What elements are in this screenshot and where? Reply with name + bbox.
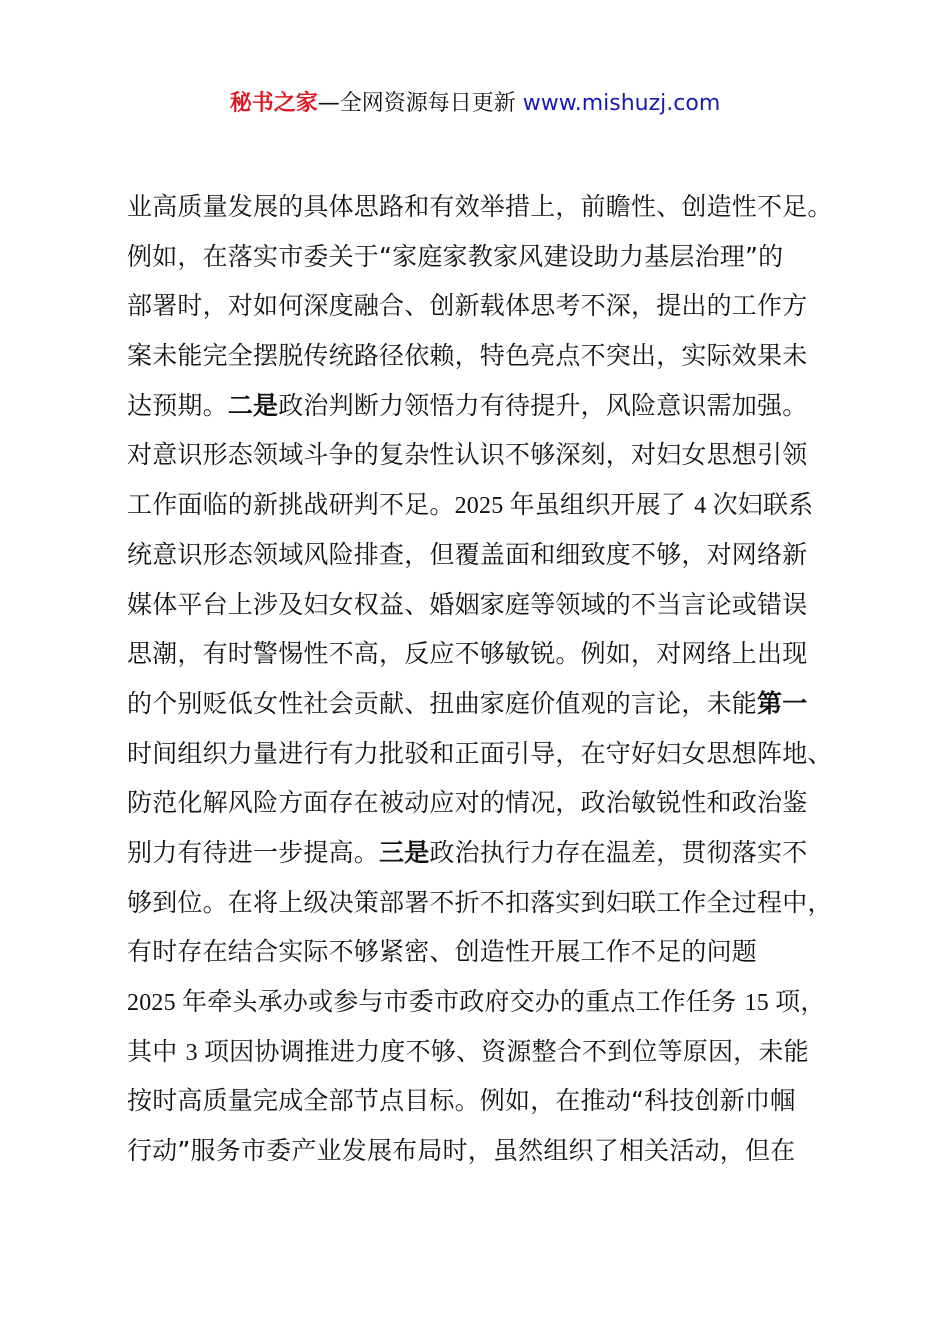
text-segment: 防范化解风险方面存在被动应对的情况，政治敏锐性和政治鉴 — [127, 788, 808, 818]
text-segment: 有时存在结合实际不够紧密、创造性开展工作不足的问题 — [127, 937, 758, 967]
text-segment: 部署时，对如何深度融合、创新载体思考不深，提出的工作方 — [127, 291, 808, 321]
text-segment: 媒体平台上涉及妇女权益、婚姻家庭等领域的不当言论或错误 — [127, 589, 808, 619]
text-line — [127, 778, 837, 828]
text-segment: 政治执行力存在温差，贯彻落实不 — [429, 837, 808, 867]
text-segment: 年牵头承办或参与市委市政府交办的重点工作任务 — [182, 987, 745, 1016]
text-line — [127, 182, 837, 232]
text-segment: 2025 — [127, 990, 182, 1016]
text-segment: 项， — [775, 987, 826, 1016]
text-segment: 次妇联系 — [712, 490, 814, 520]
text-segment: 4 — [694, 493, 713, 520]
text-line — [127, 430, 837, 480]
text-segment: 够到位。在将上级决策部署不折不扣落实到妇联工作全过程中， — [127, 887, 833, 917]
text-segment: 项因协调推进力度不够、资源整合不到位等原因，未能 — [203, 1036, 809, 1066]
text-line — [127, 1126, 837, 1176]
text-line — [127, 1027, 837, 1077]
text-segment: 3 — [185, 1039, 204, 1066]
site-url-link[interactable]: www.mishuzj.com — [522, 91, 721, 116]
text-line — [127, 331, 837, 381]
text-segment: 年虽组织开展了 — [509, 490, 695, 520]
emphasis-text: 二是 — [227, 390, 279, 420]
brand-name: 秘书之家 — [229, 91, 318, 116]
text-segment: 对意识形态领域斗争的复杂性认识不够深刻，对妇女思想引领 — [127, 440, 808, 470]
text-line — [127, 281, 837, 331]
text-segment: 其中 — [127, 1036, 186, 1066]
text-segment: 政治判断力领悟力有待提升，风险意识需加强。 — [278, 390, 808, 420]
text-line — [127, 232, 837, 282]
text-segment: 思潮，有时警惕性不高，反应不够敏锐。例如，对网络上出现 — [127, 639, 808, 669]
text-line — [127, 629, 837, 679]
text-segment: 达预期。 — [127, 390, 228, 420]
text-segment: 的个别贬低女性社会贡献、扭曲家庭价值观的言论，未能 — [127, 688, 758, 718]
text-line — [127, 1076, 837, 1126]
text-segment: 业高质量发展的具体思路和有效举措上，前瞻性、创造性不足。 — [127, 192, 833, 221]
text-segment: 统意识形态领域风险排查，但覆盖面和细致度不够，对网络新 — [127, 539, 808, 569]
text-segment: 2025 — [454, 493, 510, 520]
text-segment: 工作面临的新挑战研判不足。 — [127, 490, 455, 520]
text-segment: 行动”服务市委产业发展布局时，虽然组织了相关活动，但在 — [127, 1136, 796, 1166]
text-line — [127, 729, 837, 779]
header-tagline: —全网资源每日更新 — [317, 91, 523, 116]
text-segment: 案未能完全摆脱传统路径依赖，特色亮点不突出，实际效果未 — [127, 341, 808, 371]
text-line — [127, 580, 837, 630]
text-line — [127, 927, 837, 977]
text-line — [127, 480, 837, 530]
document-body — [127, 182, 837, 1176]
emphasis-text: 三是 — [379, 837, 430, 867]
emphasis-text: 第一 — [757, 688, 808, 718]
site-header — [0, 88, 950, 120]
text-line — [127, 977, 837, 1027]
text-line — [127, 878, 837, 928]
text-segment: 别力有待进一步提高。 — [127, 837, 380, 867]
text-segment: 例如，在落实市委关于“家庭家教家风建设助力基层治理”的 — [127, 241, 784, 271]
text-line — [127, 530, 837, 580]
text-line — [127, 381, 837, 431]
text-line — [127, 679, 837, 729]
text-segment: 时间组织力量进行有力批驳和正面引导，在守好妇女思想阵地、 — [127, 738, 833, 768]
text-segment: 15 — [744, 990, 776, 1016]
text-segment: 按时高质量完成全部节点目标。例如，在推动“科技创新巾帼 — [127, 1086, 796, 1116]
text-line — [127, 828, 837, 878]
